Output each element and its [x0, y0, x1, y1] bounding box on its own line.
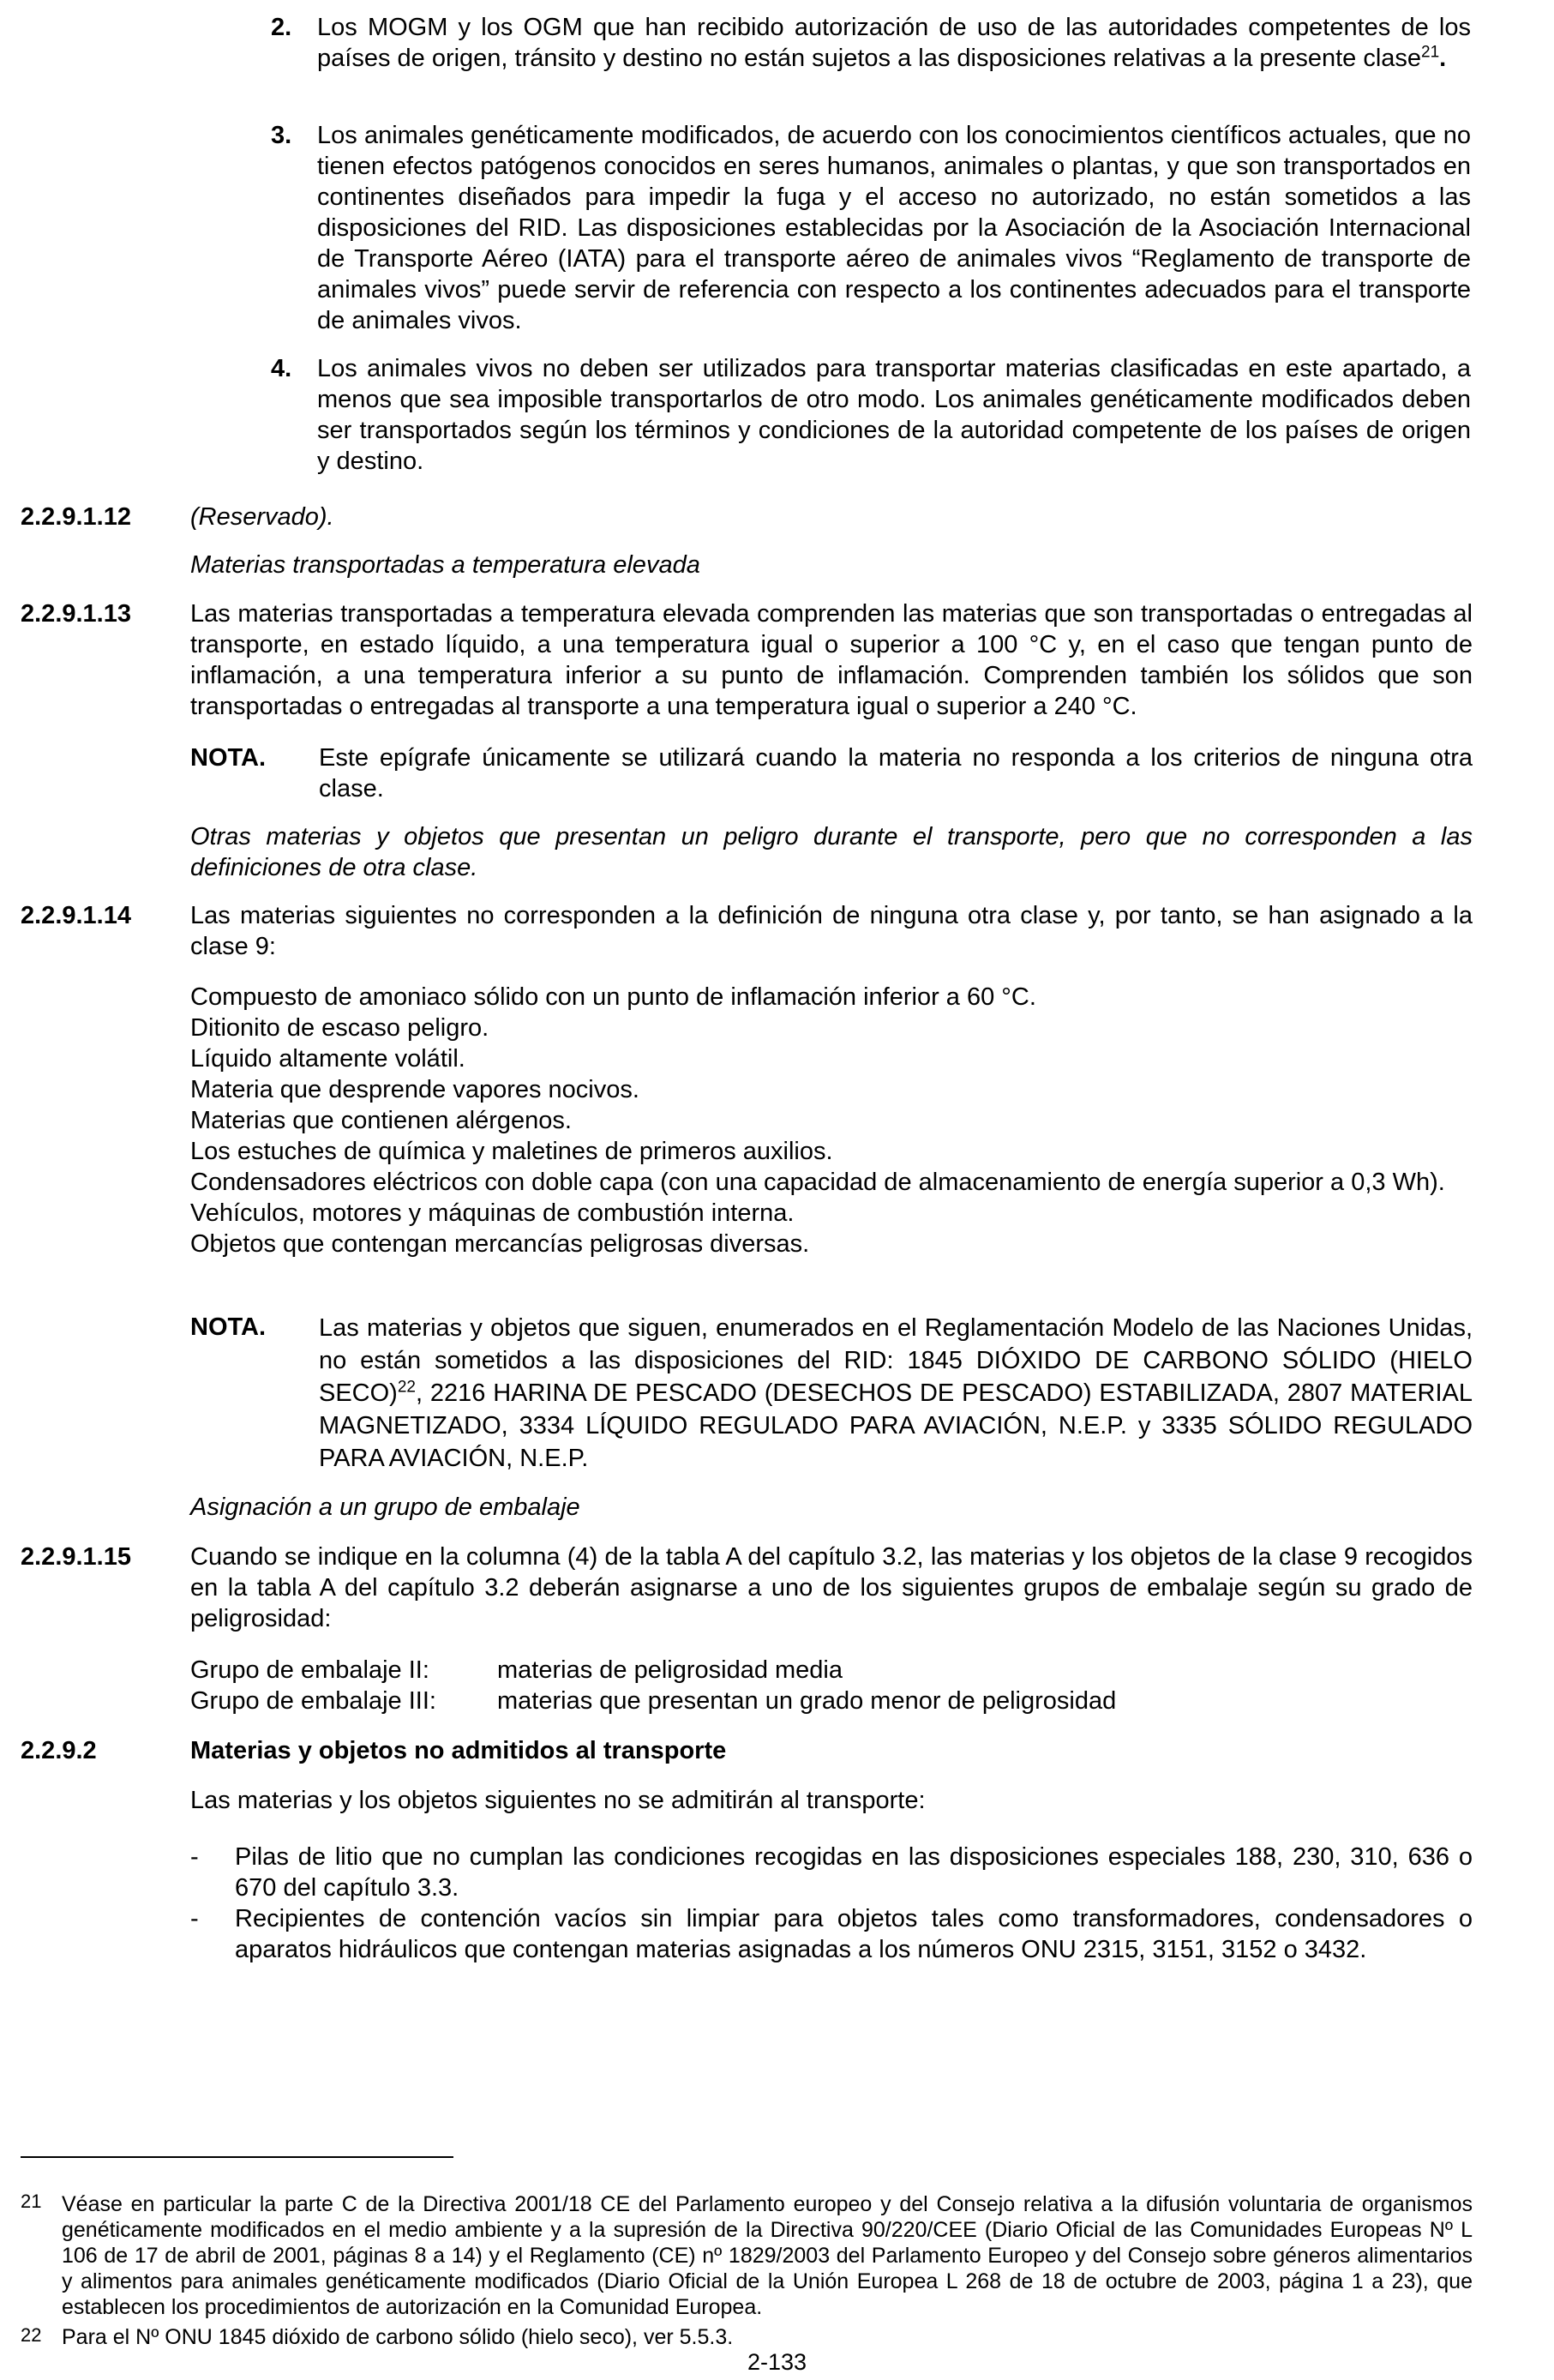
footnote-number: 22: [21, 2324, 42, 2346]
heading-asignacion: Asignación a un grupo de embalaje: [190, 1494, 580, 1521]
footnote-ref-22: 22: [397, 1378, 416, 1397]
heading-otras-materias: Otras materias y objetos que presentan un peligro durante el transporte, pero que no corresponden a las definiciones de otra clase.: [190, 823, 1473, 881]
group-text-iii: materias que presentan un grado menor de peligrosidad: [497, 1687, 1117, 1715]
dash-bullet: -: [190, 1905, 199, 1932]
footnote-text: Para el Nº ONU 1845 dióxido de carbono sólido (hielo seco), ver 5.5.3.: [62, 2325, 734, 2349]
dash-item-text: Pilas de litio que no cumplan las condiciones recogidas en las disposiciones especiales 188, 230, 310, 636 o 670 del capítulo 3.3.: [235, 1843, 1473, 1902]
item-number: 3.: [271, 122, 292, 149]
section-text-13: Las materias transportadas a temperatura elevada comprenden las materias que son transportadas o entregadas al transporte, en estado líquido, a una temperatura igual o superior a 100 °C y, en el caso que tengan punto de inflamación, a una temperatura inferior a su punto de inflamación. Comprenden también los sólidos que son transportadas o entregadas al transporte a una temperatura igual o superior a 240 °C.: [190, 600, 1473, 720]
note-text: Este epígrafe únicamente se utilizará cuando la materia no responda a los criterios de ninguna otra clase.: [319, 744, 1473, 802]
list-item: Condensadores eléctricos con doble capa (con una capacidad de almacenamiento de energía superior a 0,3 Wh).: [190, 1169, 1445, 1196]
list-item: Objetos que contengan mercancías peligrosas diversas.: [190, 1230, 810, 1258]
note-label: NOTA.: [190, 1313, 267, 1341]
group-label-ii: Grupo de embalaje II:: [190, 1656, 429, 1684]
footnote-ref-21: 21: [1421, 43, 1440, 62]
section-text-14: Las materias siguientes no corresponden a la definición de ninguna otra clase y, por tanto, se han asignado a la clase 9:: [190, 902, 1473, 960]
dash-bullet: -: [190, 1843, 199, 1871]
section-title-2292: Materias y objetos no admitidos al transporte: [190, 1737, 727, 1764]
section-number-15: 2.2.9.1.15: [21, 1543, 131, 1571]
item-number: 4.: [271, 355, 292, 382]
section-number-14: 2.2.9.1.14: [21, 902, 131, 929]
note-text: Las materias y objetos que siguen, enumerados en el Reglamentación Modelo de las Naciones Unidas, no están sometidos a las disposiciones del RID: 1845 DIÓXIDO DE CARBONO SÓLIDO (HIELO SECO)$^{22}$, 2216 HARINA DE PESCADO (DESECHOS DE PESCADO) ESTABILIZADA, 2807 MATERIAL MAGNETIZADO, 3334 LÍQUIDO REGULADO PARA AVIACIÓN, N.E.P. y 3335 SÓLIDO REGULADO PARA AVIACIÓN, N.E.P.: [319, 1314, 1473, 1472]
footnote-number: 21: [21, 2191, 42, 2212]
note-label: NOTA.: [190, 744, 267, 772]
item-text: Los MOGM y los OGM que han recibido autorización de uso de las autoridades competentes de los países de origen, tránsito y destino no están sujetos a las disposiciones relativas a la presente clase$^{21}$.: [317, 14, 1471, 72]
footnote-separator: [21, 2156, 453, 2158]
list-item: Líquido altamente volátil.: [190, 1045, 465, 1073]
section-text-12: (Reservado).: [190, 503, 334, 531]
item-number: 2.: [271, 14, 292, 41]
group-text-ii: materias de peligrosidad media: [497, 1656, 843, 1684]
list-item: Los estuches de química y maletines de primeros auxilios.: [190, 1138, 833, 1165]
section-number-13: 2.2.9.1.13: [21, 600, 131, 628]
page-number: 2-133: [747, 2349, 807, 2375]
footnote-text: Véase en particular la parte C de la Directiva 2001/18 CE del Parlamento europeo y del Consejo relativa a la difusión voluntaria de organismos genéticamente modificados en el medio ambiente y a la supresión de la Directiva 90/220/CEE (Diario Oficial de las Comunidades Europeas Nº L 106 de 17 de abril de 2001, páginas 8 a 14) y el Reglamento (CE) nº 1829/2003 del Parlamento Europeo y del Consejo sobre géneros alimentarios y alimentos para animales genéticamente modificados (Diario Oficial de la Unión Europea L 268 de 18 de octubre de 2003, página 1 a 23), que establecen los procedimientos de autorización en la Comunidad Europea.: [62, 2192, 1473, 2319]
list-item: Materia que desprende vapores nocivos.: [190, 1076, 639, 1103]
section-number-12: 2.2.9.1.12: [21, 503, 131, 531]
list-item: Materias que contienen alérgenos.: [190, 1107, 572, 1134]
section-number-2292: 2.2.9.2: [21, 1737, 97, 1764]
heading-temperatura-elevada: Materias transportadas a temperatura elevada: [190, 551, 700, 579]
item-text: Los animales vivos no deben ser utilizados para transportar materias clasificadas en este apartado, a menos que sea imposible transportarlos de otro modo. Los animales genéticamente modificados deben ser transportados según los términos y condiciones de la autoridad competente de los países de origen y destino.: [317, 355, 1471, 475]
dash-item-text: Recipientes de contención vacíos sin limpiar para objetos tales como transformadores, condensadores o aparatos hidráulicos que contengan materias asignadas a los números ONU 2315, 3151, 3152 o 3432.: [235, 1905, 1473, 1963]
class9-list: [190, 982, 1473, 1259]
list-item: Compuesto de amoniaco sólido con un punto de inflamación inferior a 60 °C.: [190, 983, 1036, 1011]
group-label-iii: Grupo de embalaje III:: [190, 1687, 436, 1715]
item-text: Los animales genéticamente modificados, de acuerdo con los conocimientos científicos actuales, que no tienen efectos patógenos conocidos en seres humanos, animales o plantas, y que son transportados en continentes diseñados para impedir la fuga y el acceso no autorizado, no están sometidos a las disposiciones del RID. Las disposiciones establecidas por la Asociación de la Asociación Internacional de Transporte Aéreo (IATA) para el transporte aéreo de animales vivos “Reglamento de transporte de animales vivos” puede servir de referencia con respecto a los continentes adecuados para el transporte de animales vivos.: [317, 122, 1471, 334]
section-text-15: Cuando se indique en la columna (4) de la tabla A del capítulo 3.2, las materias y los objetos de la clase 9 recogidos en la tabla A del capítulo 3.2 deberán asignarse a uno de los siguientes grupos de embalaje según su grado de peligrosidad:: [190, 1543, 1473, 1632]
list-item: Ditionito de escaso peligro.: [190, 1014, 489, 1042]
section-intro-2292: Las materias y los objetos siguientes no se admitirán al transporte:: [190, 1787, 926, 1814]
list-item: Vehículos, motores y máquinas de combustión interna.: [190, 1199, 795, 1227]
